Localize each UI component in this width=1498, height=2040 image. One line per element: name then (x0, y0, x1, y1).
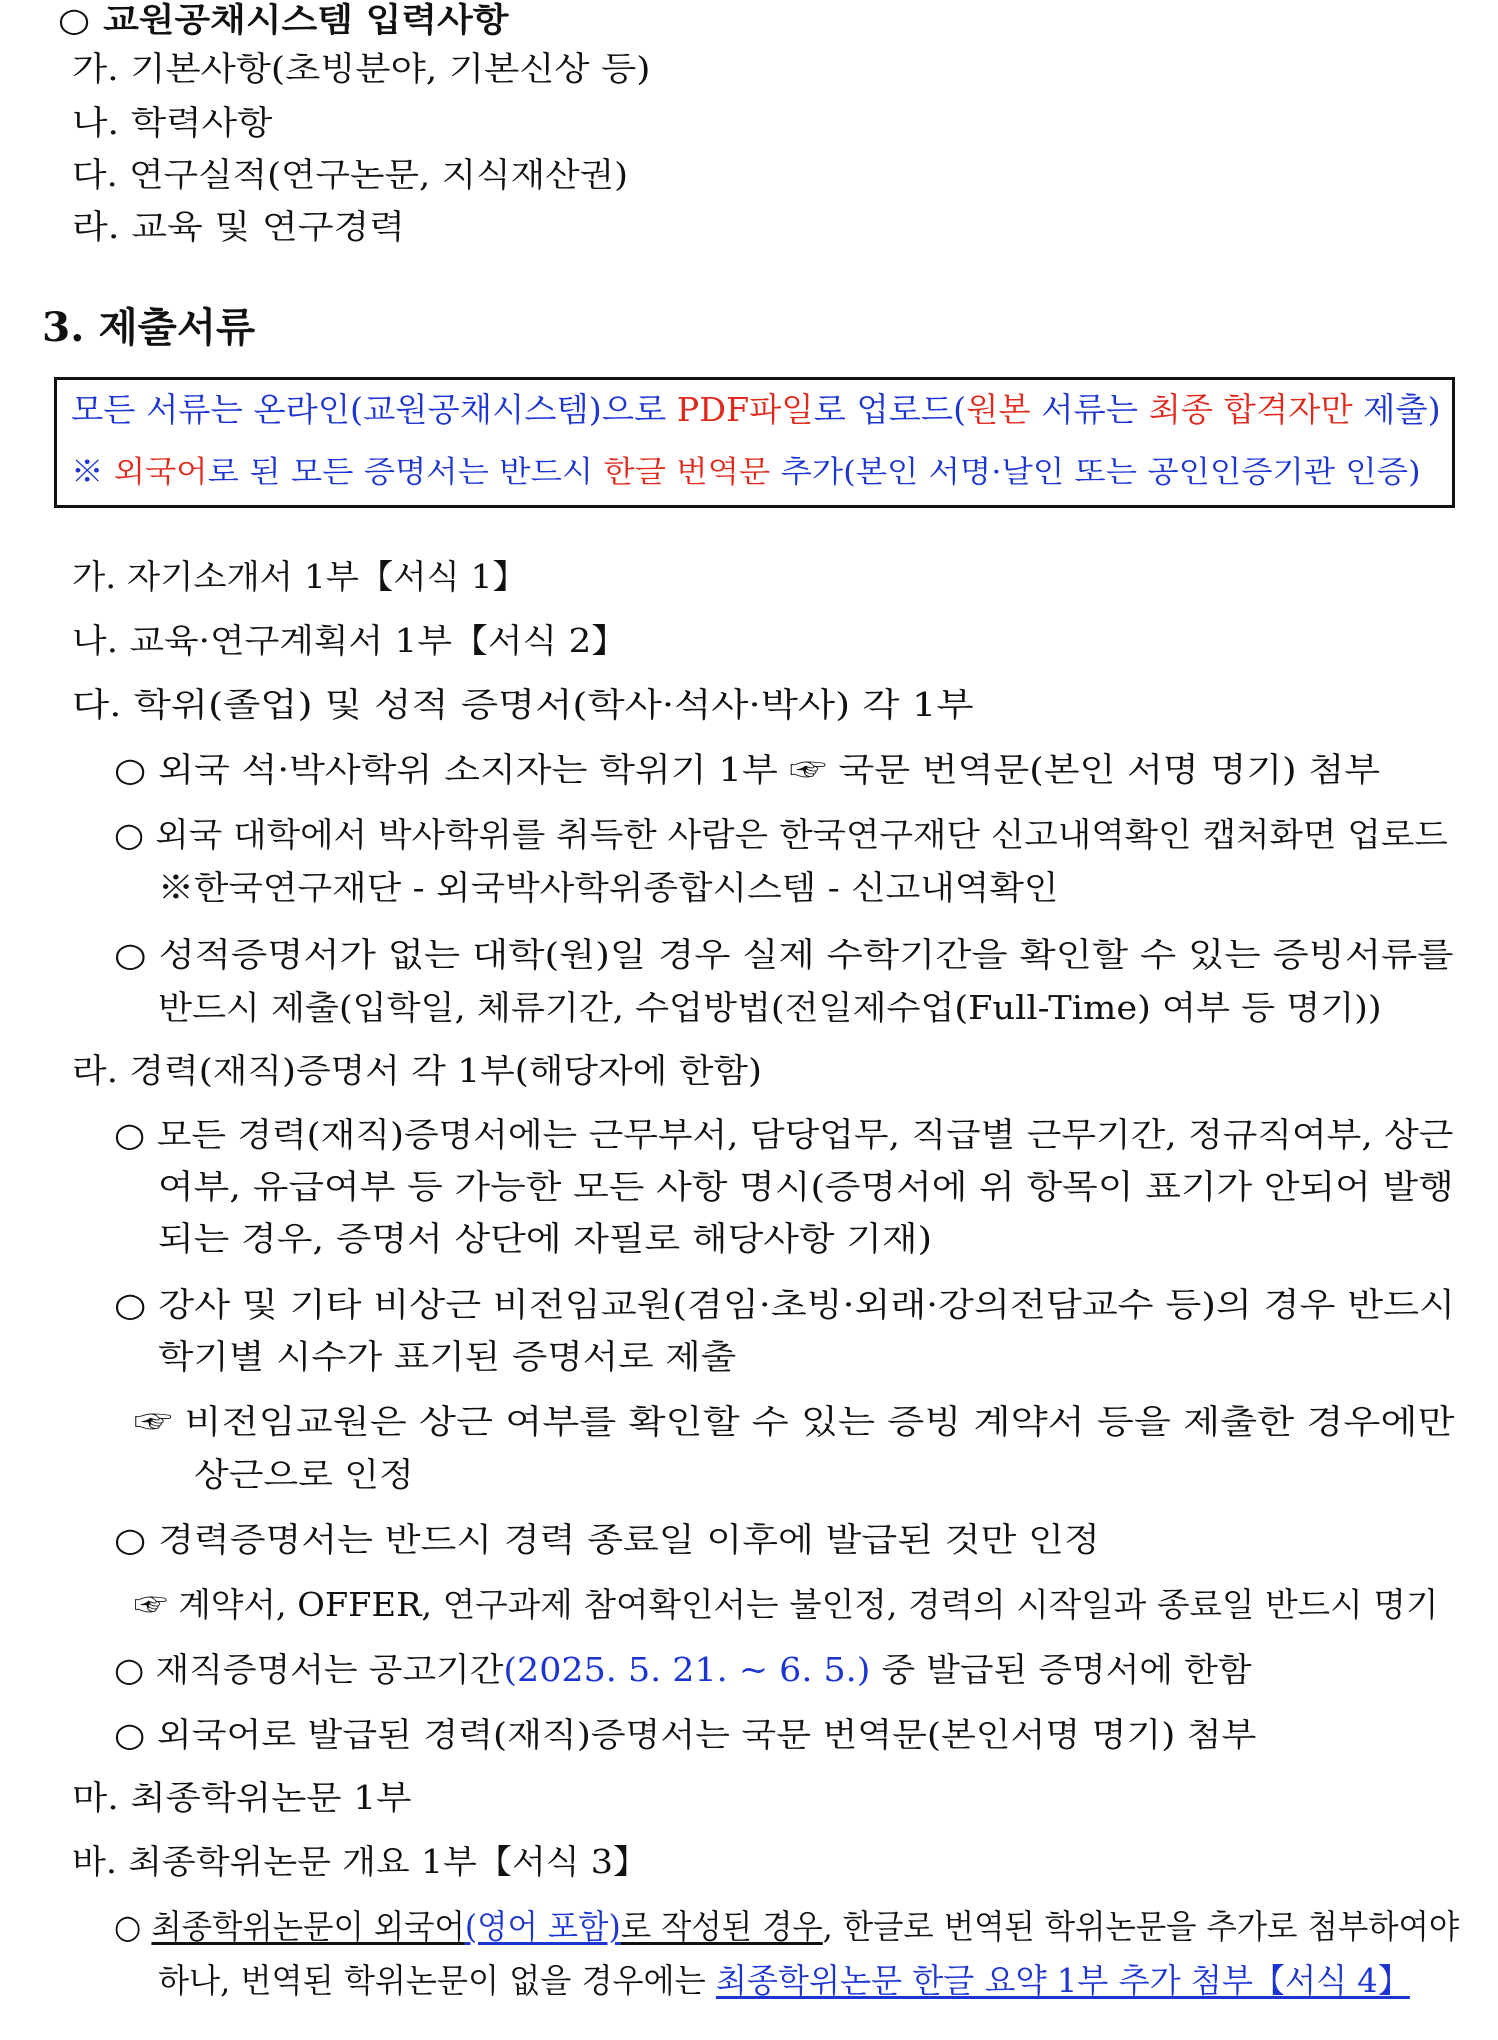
notice-line-2-segment: 한글 번역문 (603, 455, 771, 490)
item-da-bullet-3-cont: 반드시 제출(입학일, 체류기간, 수업방법(전일제수업(Full-Time) 여부 등 명기)) (158, 988, 1382, 1027)
section-title: 3. 제출서류 (42, 304, 256, 351)
item-ra-bullet-1-cont-2: 되는 경우, 증명서 상단에 자필로 해당사항 기재) (158, 1219, 932, 1258)
notice-box (54, 377, 1455, 508)
notice-line-2-segment: 로 된 모든 증명서는 반드시 (207, 455, 604, 490)
item-ra-note-1-cont: 상근으로 인정 (194, 1455, 414, 1494)
notice-line-2-segment: 외국어 (113, 455, 208, 490)
item-ra-bullet-3: ○ 경력증명서는 반드시 경력 종료일 이후에 발급된 것만 인정 (114, 1520, 1100, 1559)
notice-line-1-segment: 서류는 (1030, 390, 1149, 429)
ba-line-1-segment: , 한글로 번역된 학위논문을 추가로 첨부하여야 (822, 1907, 1460, 1946)
item-da-bullet-2: ○ 외국 대학에서 박사학위를 취득한 사람은 한국연구재단 신고내역확인 캡처화면 업로드 (114, 815, 1448, 854)
item-ra-bullet-4-prefix: ○ 재직증명서는 공고기간 (114, 1650, 504, 1689)
notice-line-1-segment: 모든 서류는 온라인(교원공채시스템)으로 (71, 390, 677, 429)
ba-line-1-segment: 로 작성된 경우 (620, 1907, 823, 1946)
input-section-heading: ○ 교원공채시스템 입력사항 (58, 0, 509, 39)
item-ra-bullet-4-suffix: 중 발급된 증명서에 한함 (870, 1650, 1252, 1689)
item-ra-bullet-2-cont: 학기별 시수가 표기된 증명서로 제출 (158, 1337, 737, 1376)
input-item-career: 라. 교육 및 연구경력 (72, 207, 405, 246)
item-da-bullet-2-note: ※한국연구재단 - 외국박사학위종합시스템 - 신고내역확인 (158, 868, 1059, 907)
item-ra-title: 라. 경력(재직)증명서 각 1부(해당자에 한함) (72, 1051, 762, 1090)
item-da-bullet-1: ○ 외국 석·박사학위 소지자는 학위기 1부 ☞ 국문 번역문(본인 서명 명기) 첨부 (114, 750, 1380, 789)
item-ba-bullet-1-cont (158, 1961, 1410, 2001)
item-da-bullet-3: ○ 성적증명서가 없는 대학(원)일 경우 실제 수학기간을 확인할 수 있는 증빙서류를 (114, 935, 1454, 974)
item-ma: 마. 최종학위논문 1부 (72, 1778, 412, 1817)
item-ra-note-2: ☞ 계약서, OFFER, 연구과제 참여확인서는 불인정, 경력의 시작일과 종료일 반드시 명기 (134, 1585, 1439, 1624)
notice-line-1-segment: 제출) (1352, 390, 1441, 429)
item-ra-note-1: ☞ 비전임교원은 상근 여부를 확인할 수 있는 증빙 계약서 등을 제출한 경우에만 (134, 1402, 1455, 1441)
input-item-education: 나. 학력사항 (72, 103, 273, 142)
item-ra-bullet-1-cont-1: 여부, 유급여부 등 가능한 모든 사항 명시(증명서에 위 항목이 표기가 안되어 발행 (158, 1167, 1454, 1206)
input-item-basic: 가. 기본사항(초빙분야, 기본신상 등) (72, 49, 651, 88)
item-ra-bullet-2: ○ 강사 및 기타 비상근 비전임교원(겸임·초빙·외래·강의전담교수 등)의 경우 반드시 (114, 1285, 1456, 1324)
item-ba-title: 바. 최종학위논문 개요 1부【서식 3】 (72, 1842, 648, 1881)
ba-line-1-segment: (영어 포함) (464, 1907, 621, 1946)
notice-line-2-segment: ※ (71, 455, 114, 490)
notice-line-2 (71, 453, 1421, 493)
notice-line-2-segment: 추가(본인 서명·날인 또는 공인인증기관 인증) (770, 455, 1421, 490)
ba-line-2-segment: 최종학위논문 한글 요약 1부 추가 첨부【서식 4】 (715, 1961, 1410, 2000)
item-na: 나. 교육·연구계획서 1부【서식 2】 (72, 621, 628, 660)
ba-line-2-segment: 하나, 번역된 학위논문이 없을 경우에는 (158, 1961, 716, 2000)
notice-line-1 (71, 390, 1441, 430)
item-da-title: 다. 학위(졸업) 및 성적 증명서(학사·석사·박사) 각 1부 (72, 685, 974, 724)
notice-line-1-segment: 최종 합격자만 (1148, 390, 1353, 429)
announcement-period: (2025. 5. 21. ~ 6. 5.) (503, 1650, 871, 1689)
item-ga: 가. 자기소개서 1부【서식 1】 (72, 557, 527, 596)
item-ra-bullet-1: ○ 모든 경력(재직)증명서에는 근무부서, 담당업무, 직급별 근무기간, 정규직여부, 상근 (114, 1115, 1454, 1154)
ba-line-1-segment: ○ (114, 1907, 152, 1946)
ba-line-1-segment: 최종학위논문이 외국어 (151, 1907, 465, 1946)
notice-line-1-segment: PDF파일 (676, 390, 814, 429)
notice-line-1-segment: 로 업로드( (813, 390, 967, 429)
item-ba-bullet-1 (114, 1907, 1459, 1947)
input-item-research: 다. 연구실적(연구논문, 지식재산권) (72, 155, 628, 194)
item-ra-bullet-5: ○ 외국어로 발급된 경력(재직)증명서는 국문 번역문(본인서명 명기) 첨부 (114, 1715, 1257, 1754)
item-ra-bullet-4 (114, 1650, 1252, 1690)
notice-line-1-segment: 원본 (966, 390, 1031, 429)
